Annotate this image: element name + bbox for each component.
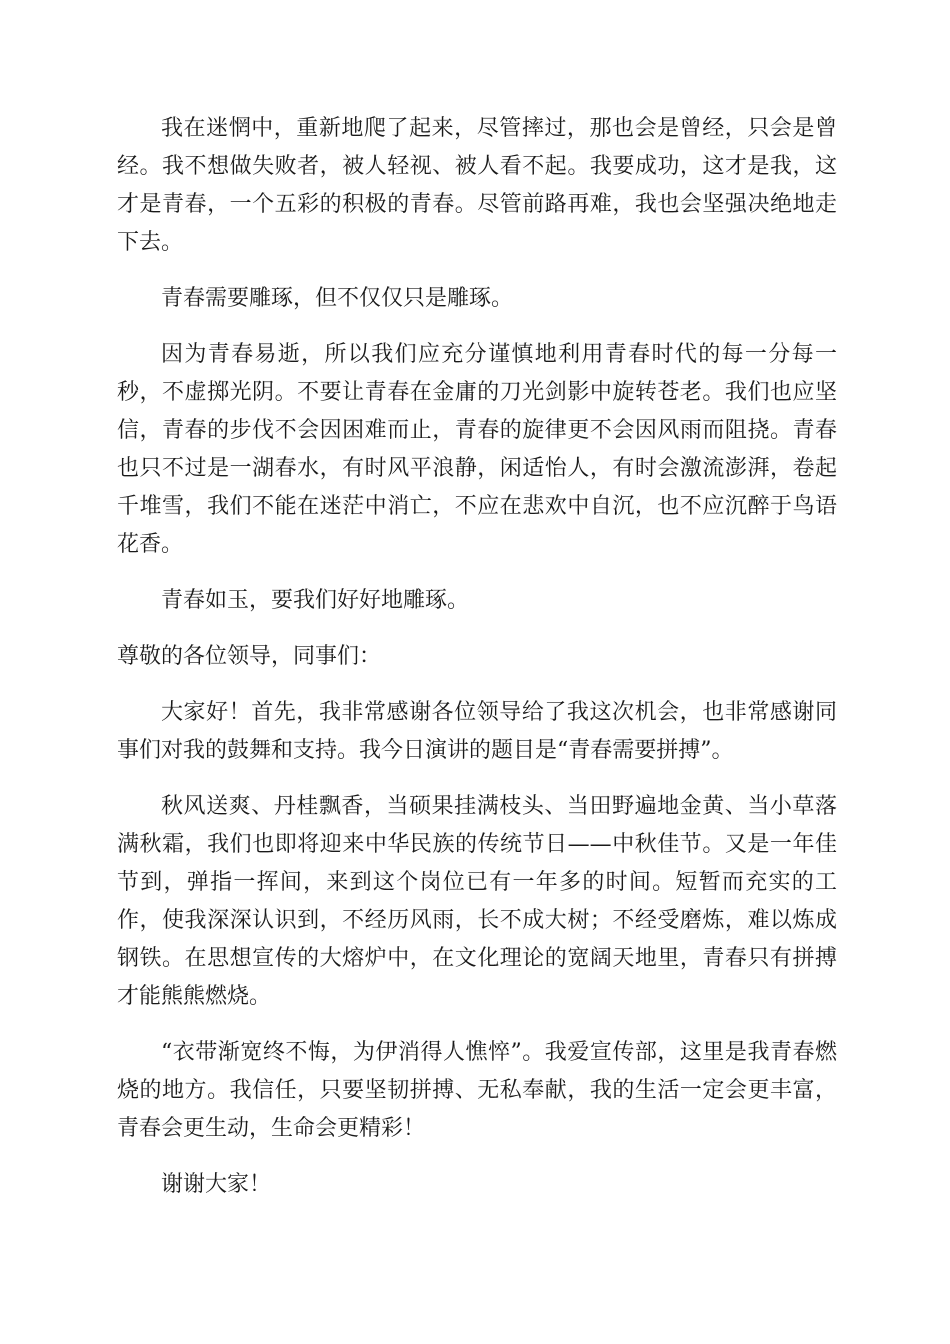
- document-body: [117, 110, 837, 1222]
- paragraph-8: “衣带渐宽终不悔，为伊消得人憔悴”。我爱宣传部，这里是我青春燃烧的地方。我信任，只要坚韧拼搏、无私奉献，我的生活一定会更丰富，青春会更生动，生命会更精彩！: [117, 1040, 837, 1141]
- salutation: 尊敬的各位领导，同事们：: [117, 644, 382, 669]
- paragraph-3: 因为青春易逝，所以我们应充分谨慎地利用青春时代的每一分每一秒，不虚掷光阴。不要让青春在金庸的刀光剑影中旋转苍老。我们也应坚信，青春的步伐不会因困难而止，青春的旋律更不会因风雨而阻挠。青春也只不过是一湖春水，有时风平浪静，闲适怡人，有时会激流澎湃，卷起千堆雪，我们不能在迷茫中消亡，不应在悲欢中自沉，也不应沉醉于鸟语花香。: [117, 342, 837, 557]
- paragraph-2: 青春需要雕琢，但不仅仅只是雕琢。: [161, 286, 514, 311]
- paragraph-6: 大家好！首先，我非常感谢各位领导给了我这次机会，也非常感谢同事们对我的鼓舞和支持。我今日演讲的题目是“青春需要拼搏”。: [117, 700, 837, 763]
- paragraph-4: 青春如玉，要我们好好地雕琢。: [161, 588, 470, 613]
- paragraph-1: 我在迷惘中，重新地爬了起来，尽管摔过，那也会是曾经，只会是曾经。我不想做失败者，被人轻视、被人看不起。我要成功，这才是我，这才是青春，一个五彩的积极的青春。尽管前路再难，我也会坚强决绝地走下去。: [117, 116, 837, 255]
- paragraph-7: 秋风送爽、丹桂飘香，当硕果挂满枝头、当田野遍地金黄、当小草落满秋霜，我们也即将迎来中华民族的传统节日——中秋佳节。又是一年佳节到，弹指一挥间，来到这个岗位已有一年多的时间。短暂而充实的工作，使我深深认识到，不经历风雨，长不成大树；不经受磨炼，难以炼成钢铁。在思想宣传的大熔炉中，在文化理论的宽阔天地里，青春只有拼搏才能熊熊燃烧。: [117, 794, 837, 1009]
- closing-thanks: 谢谢大家！: [161, 1172, 272, 1197]
